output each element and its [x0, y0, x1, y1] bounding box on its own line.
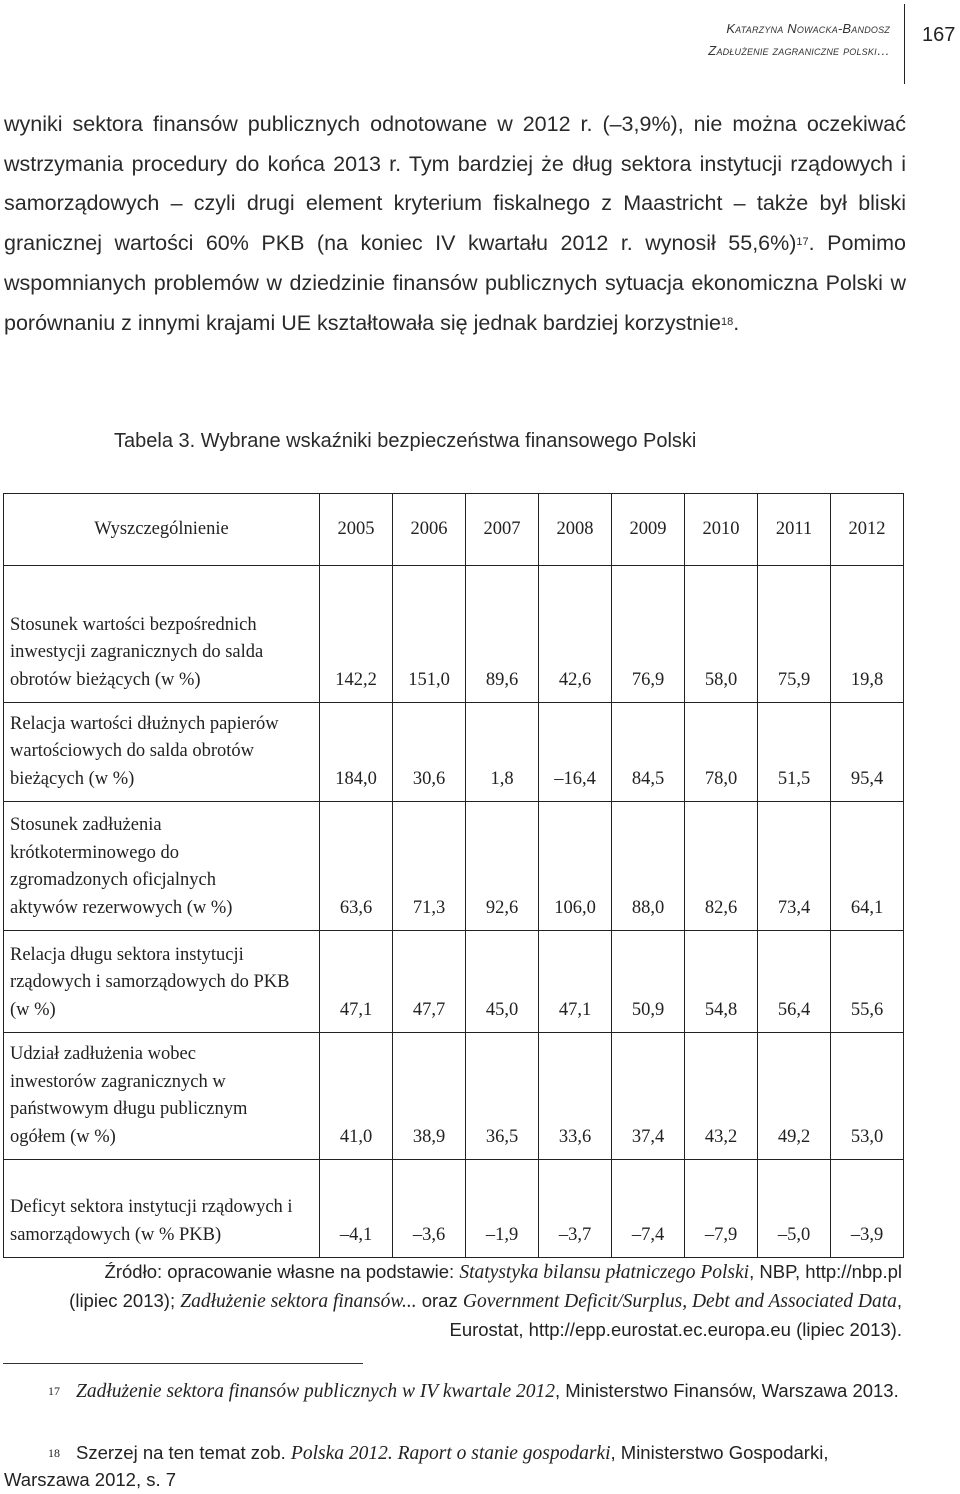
table-cell: 58,0	[685, 566, 758, 703]
header-author: Katarzyna Nowacka-Bandosz	[726, 21, 890, 36]
table-cell: 54,8	[685, 931, 758, 1033]
source-text: oraz	[416, 1290, 463, 1311]
page-number: 167	[922, 24, 956, 46]
table-cell: 73,4	[758, 802, 831, 931]
footnote-text: , Ministerstwo Gospodarki, Warszawa 2012, s. 7	[4, 1442, 829, 1490]
table-cell: 45,0	[466, 931, 539, 1033]
source-text: Źródło: opracowanie własne na podstawie:	[104, 1261, 460, 1282]
table-cell: 51,5	[758, 703, 831, 802]
table-cell: 47,1	[539, 931, 612, 1033]
table-cell: 184,0	[320, 703, 393, 802]
table-cell: 84,5	[612, 703, 685, 802]
table-cell: 142,2	[320, 566, 393, 703]
table-cell: 38,9	[393, 1033, 466, 1160]
table-cell: 75,9	[758, 566, 831, 703]
row-label: Stosunek wartości bezpośrednich inwestycji zagranicznych do salda obrotów bieżących (w %)	[4, 566, 320, 703]
table-cell: –3,6	[393, 1160, 466, 1258]
table-row	[4, 802, 904, 931]
year-header: 2006	[393, 494, 466, 566]
table-row	[4, 1033, 904, 1160]
year-header: 2009	[612, 494, 685, 566]
footnote-ref-18[interactable]: 18	[720, 315, 734, 328]
table-cell: 49,2	[758, 1033, 831, 1160]
table-cell: 106,0	[539, 802, 612, 931]
table-cell: 55,6	[831, 931, 904, 1033]
table-cell: –3,7	[539, 1160, 612, 1258]
running-header	[708, 18, 890, 62]
row-label: Relacja wartości dłużnych papierów wartościowych do salda obrotów bieżących (w %)	[4, 703, 320, 802]
table-cell: 92,6	[466, 802, 539, 931]
table-row	[4, 931, 904, 1033]
table-cell: 42,6	[539, 566, 612, 703]
table-cell: 82,6	[685, 802, 758, 931]
table-cell: 63,6	[320, 802, 393, 931]
table-cell: –1,9	[466, 1160, 539, 1258]
header-short-title: Zadłużenie zagraniczne polski…	[708, 43, 890, 58]
table-cell: 36,5	[466, 1033, 539, 1160]
body-text-part-1: wyniki sektora finansów publicznych odnotowane w 2012 r. (–3,9%), nie można oczekiwać wstrzymania procedury do końca 2013 r. Tym bardziej że dług sektora instytucji rządowych i samorządowych – czyli drugi element kryterium fiskalnego z Maastricht – także był bliski granicznej wartości 60% PKB (na koniec IV kwartału 2012 r. wynosił 55,6%)	[4, 112, 906, 256]
footnote-ref-17[interactable]: 17	[796, 236, 809, 249]
footnote-18	[4, 1440, 906, 1494]
table-cell: 1,8	[466, 703, 539, 802]
table-cell: 151,0	[393, 566, 466, 703]
table-cell: 56,4	[758, 931, 831, 1033]
body-text-part-3: .	[733, 310, 740, 335]
row-label: Relacja długu sektora instytucji rządowych i samorządowych do PKB (w %)	[4, 931, 320, 1033]
table-cell: 89,6	[466, 566, 539, 703]
year-header: 2011	[758, 494, 831, 566]
source-title: Government Deficit/Surplus, Debt and Associated Data	[462, 1291, 897, 1312]
footnote-divider	[3, 1363, 363, 1364]
table-cell: 78,0	[685, 703, 758, 802]
table-cell: 47,7	[393, 931, 466, 1033]
footnote-number: 18	[48, 1446, 60, 1460]
source-text: , Eurostat, http://epp.eurostat.ec.europa.eu (lipiec 2013).	[449, 1290, 902, 1340]
year-header: 2007	[466, 494, 539, 566]
table-cell: 71,3	[393, 802, 466, 931]
table-cell: 30,6	[393, 703, 466, 802]
year-header: 2012	[831, 494, 904, 566]
table-header-label: Wyszczególnienie	[4, 494, 320, 566]
body-text-part-2: . Pomimo wspomnianych problemów w dziedzinie finansów publicznych sytuacja ekonomiczna Polski w porównaniu z innymi krajami UE kształtowała się jednak bardziej korzystnie	[4, 231, 906, 335]
body-paragraph	[4, 105, 906, 343]
table-cell: 47,1	[320, 931, 393, 1033]
source-text: , NBP, http://nbp.pl (lipiec 2013);	[69, 1261, 902, 1311]
table-cell: 33,6	[539, 1033, 612, 1160]
year-header: 2005	[320, 494, 393, 566]
source-title: Statystyka bilansu płatniczego Polski	[459, 1262, 750, 1283]
table-cell: 88,0	[612, 802, 685, 931]
table-cell: 64,1	[831, 802, 904, 931]
footnote-text: , Ministerstwo Finansów, Warszawa 2013.	[554, 1380, 899, 1401]
year-header: 2008	[539, 494, 612, 566]
table-caption: Tabela 3. Wybrane wskaźniki bezpieczeństwa finansowego Polski	[114, 430, 697, 452]
footnote-title: Polska 2012. Raport o stanie gospodarki	[290, 1443, 611, 1464]
table-header-row	[4, 494, 904, 566]
table-cell: –7,9	[685, 1160, 758, 1258]
year-header: 2010	[685, 494, 758, 566]
table-cell: 37,4	[612, 1033, 685, 1160]
table-source-note	[60, 1258, 902, 1344]
table-row	[4, 703, 904, 802]
table-cell: 41,0	[320, 1033, 393, 1160]
table-cell: –4,1	[320, 1160, 393, 1258]
source-title: Zadłużenie sektora finansów...	[180, 1291, 417, 1312]
table-cell: 76,9	[612, 566, 685, 703]
row-label: Deficyt sektora instytucji rządowych i samorządowych (w % PKB)	[4, 1160, 320, 1258]
footnote-number: 17	[48, 1384, 60, 1398]
table-cell: 43,2	[685, 1033, 758, 1160]
header-divider	[904, 4, 905, 84]
row-label: Udział zadłużenia wobec inwestorów zagranicznych w państwowym długu publicznym ogółem (w %)	[4, 1033, 320, 1160]
indicators-table	[3, 493, 904, 1258]
table-cell: –7,4	[612, 1160, 685, 1258]
table-row	[4, 1160, 904, 1258]
table-cell: –3,9	[831, 1160, 904, 1258]
footnote-17	[4, 1378, 906, 1405]
table-cell: –16,4	[539, 703, 612, 802]
table-row	[4, 566, 904, 703]
table-cell: 19,8	[831, 566, 904, 703]
table-cell: 95,4	[831, 703, 904, 802]
footnote-title: Zadłużenie sektora finansów publicznych w IV kwartale 2012	[76, 1381, 555, 1402]
table-cell: 50,9	[612, 931, 685, 1033]
table-cell: 53,0	[831, 1033, 904, 1160]
row-label: Stosunek zadłużenia krótkoterminowego do zgromadzonych oficjalnych aktywów rezerwowych (w %)	[4, 802, 320, 931]
table-cell: –5,0	[758, 1160, 831, 1258]
footnote-text: Szerzej na ten temat zob.	[76, 1442, 291, 1463]
